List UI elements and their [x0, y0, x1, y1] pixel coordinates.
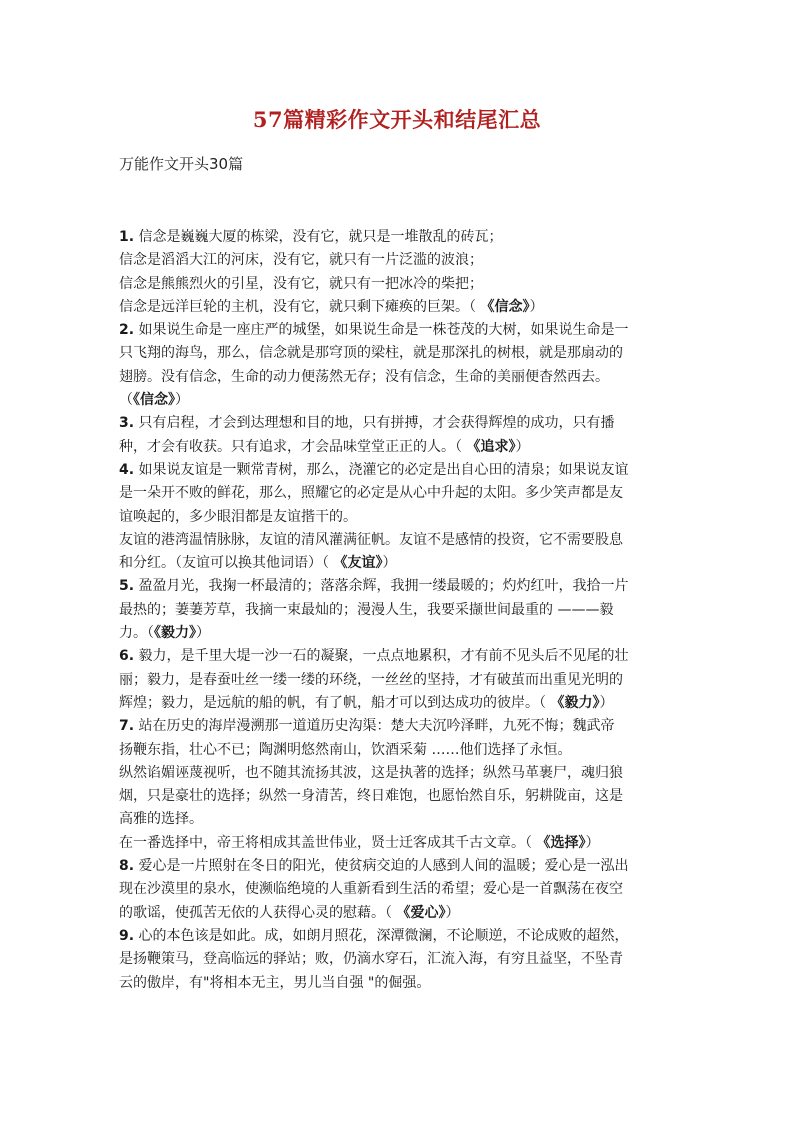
text-line [119, 412, 679, 435]
section-subtitle: 万能作文开头30篇 [119, 155, 244, 173]
text-line [119, 296, 679, 319]
text-line [119, 902, 679, 925]
text-line [119, 878, 679, 901]
text-line [119, 622, 679, 645]
text-line [119, 366, 679, 389]
body-text: 站在历史的海岸漫溯那一道道历史沟渠：楚大夫沉吟泽畔，九死不悔；魏武帝 [134, 718, 615, 735]
text-line [119, 249, 679, 272]
text-line [119, 436, 679, 459]
bold-text: 《选择》 [536, 834, 586, 851]
text-line [119, 599, 679, 622]
text-line [119, 925, 679, 948]
text-line [119, 785, 679, 808]
body-text: 只有启程，才会到达理想和目的地，只有拼搏，才会获得辉煌的成功，只有播 [134, 415, 615, 432]
text-line [119, 319, 679, 342]
body-text: 种，才会有收获。只有追求，才会品味堂堂正正的人。（ [119, 438, 467, 455]
text-line [119, 739, 679, 762]
body-text: 辉煌；毅力，是远航的船的帆，有了帆，船才可以到达成功的彼岸。（ [119, 694, 551, 711]
text-line [119, 808, 679, 831]
body-text: 云的傲岸，有"将相本无主，男儿当自强 "的倔强。 [119, 974, 431, 991]
body-text: 盈盈月光，我掬一杯最清的；落落余辉，我拥一缕最暖的；灼灼红叶，我拾一片 [134, 578, 629, 595]
body-text: ） [445, 904, 460, 921]
body-text: 信念是滔滔大江的河床，没有它，就只有一片泛滥的波浪； [119, 252, 483, 269]
body-text: ） [599, 694, 614, 711]
bold-text: 《毅力》 [550, 694, 600, 711]
bold-text: 《爱心》 [396, 904, 446, 921]
body-text: 谊唤起的，多少眼泪都是友谊揩干的。 [119, 508, 357, 525]
text-line [119, 575, 679, 598]
body-text: 翅膀。没有信念，生命的动力便荡然无存；没有信念，生命的美丽便杳然西去。 [119, 368, 609, 385]
text-line [119, 669, 679, 692]
text-line [119, 832, 679, 855]
text-line [119, 226, 679, 249]
bold-text: 3. [119, 415, 135, 432]
bold-text: 6. [119, 648, 135, 665]
body-text: ） [196, 625, 210, 642]
document-body [119, 226, 679, 995]
bold-text: 《友谊》 [333, 555, 383, 572]
body-text: ） [585, 834, 600, 851]
bold-text: 《信念》 [133, 392, 175, 409]
text-line [119, 948, 679, 971]
bold-text: 7. [119, 718, 135, 735]
body-text: 的歌谣，使孤苦无依的人获得心灵的慰藉。（ [119, 904, 397, 921]
bold-text: 8. [119, 858, 135, 875]
bold-text: 4. [119, 461, 135, 478]
bold-text: 1. [119, 229, 135, 245]
body-text: 毅力，是千里大堤一沙一石的凝聚，一点点地累积，才有前不见头后不见尾的壮 [134, 648, 629, 665]
body-text: 信念是远洋巨轮的主机，没有它，就只剩下瘫痪的巨架。（ [119, 298, 481, 315]
text-line [119, 855, 679, 878]
text-line [119, 645, 679, 668]
text-line [119, 529, 679, 552]
body-text: 如果说生命是一座庄严的城堡，如果说生命是一株苍茂的大树，如果说生命是一 [134, 322, 629, 339]
bold-text: 2. [119, 322, 135, 339]
bold-text: 《毅力》 [154, 625, 196, 642]
body-text: 爱心是一片照射在冬日的阳光，使贫病交迫的人感到人间的温暖；爱心是一泓出 [134, 858, 629, 875]
body-text: 最热的；萋萋芳草，我摘一束最灿的；漫漫人生，我要采撷世间最重的 ———毅 [119, 601, 614, 618]
body-text: 心的本色该是如此。成，如朗月照花，深潭微澜，不论顺逆，不论成败的超然， [134, 927, 629, 944]
bold-text: 5. [119, 578, 135, 595]
body-text: 信念是熊熊烈火的引星，没有它，就只有一把冰冷的柴把； [119, 275, 483, 292]
text-line [119, 972, 679, 995]
text-line [119, 715, 679, 738]
body-text: 现在沙漠里的泉水，使濒临绝境的人重新看到生活的希望；爱心是一首飘荡在夜空 [119, 881, 623, 898]
body-text: ） [175, 392, 189, 409]
text-line [119, 482, 679, 505]
body-text: 烟，只是豪壮的选择；纵然一身清苦，终日难饱，也愿怡然自乐，躬耕陇亩，这是 [119, 788, 623, 805]
body-text: 信念是巍巍大厦的栋梁，没有它，就只是一堆散乱的砖瓦； [134, 229, 503, 245]
body-text: 纵然谄媚诬蔑视听，也不随其流扬其波，这是执著的选择；纵然马革裹尸，魂归狼 [119, 764, 623, 781]
text-line [119, 506, 679, 529]
body-text: ） [529, 298, 544, 315]
bold-text: 《追求》 [466, 438, 516, 455]
body-text: 是扬鞭策马，登高临远的驿站；败，仍滴水穿石，汇流入海，有穷且益坚，不坠青 [119, 951, 623, 968]
body-text: 友谊的港湾温情脉脉，友谊的清风灌满征帆。友谊不是感情的投资，它不需要股息 [119, 531, 623, 548]
body-text: 在一番选择中，帝王将相成其盖世伟业，贤士迁客成其千古文章。（ [119, 834, 537, 851]
body-text: （ [119, 392, 133, 409]
text-line [119, 459, 679, 482]
body-text: 是一朵开不败的鲜花，那么，照耀它的必定是从心中升起的太阳。多少笑声都是友 [119, 485, 623, 502]
body-text: 高雅的选择。 [119, 811, 203, 828]
body-text: 和分红。（友谊可以换其他词语）（ [119, 555, 334, 572]
body-text: ） [515, 438, 530, 455]
body-text: 只飞翔的海鸟，那么，信念就是那穹顶的梁柱，就是那深扎的树根，就是那扇动的 [119, 345, 623, 362]
body-text: 力。（ [119, 625, 154, 642]
text-line [119, 273, 679, 296]
body-text: 扬鞭东指，壮心不已；陶渊明悠然南山，饮酒采菊 ……他们选择了永恒。 [119, 741, 572, 758]
text-line [119, 342, 679, 365]
text-line [119, 692, 679, 715]
document-title: 57篇精彩作文开头和结尾汇总 [252, 107, 542, 132]
text-line [119, 389, 679, 412]
body-text: 如果说友谊是一颗常青树，那么，浇灌它的必定是出自心田的清泉；如果说友谊 [134, 461, 629, 478]
bold-text: 《信念》 [480, 298, 530, 315]
body-text: 丽；毅力，是春蚕吐丝一缕一缕的环绕，一丝丝的坚持，才有破茧而出重见光明的 [119, 671, 623, 688]
body-text: ） [382, 555, 397, 572]
bold-text: 9. [119, 927, 135, 944]
text-line [119, 762, 679, 785]
text-line [119, 552, 679, 575]
